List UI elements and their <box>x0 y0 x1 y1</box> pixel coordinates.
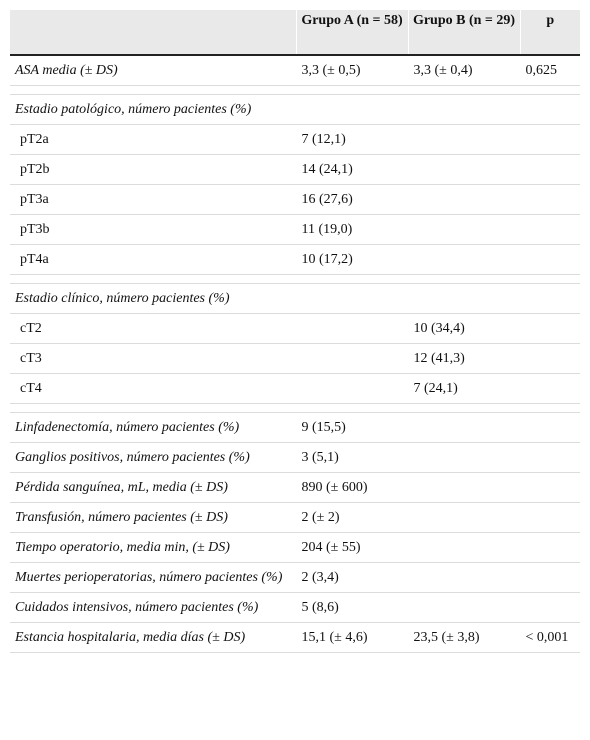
cell-grupo-a: 2 (3,4) <box>296 563 408 593</box>
cell-grupo-b <box>408 473 520 503</box>
spacer-row <box>10 275 580 284</box>
table-row <box>10 314 580 344</box>
table-row <box>10 344 580 374</box>
cell-p <box>520 155 580 185</box>
table-row <box>10 413 580 443</box>
section-row <box>10 95 580 125</box>
cell-grupo-b <box>408 125 520 155</box>
cell-grupo-b: 7 (24,1) <box>408 374 520 404</box>
cell-grupo-b <box>408 215 520 245</box>
cell-grupo-b <box>408 593 520 623</box>
row-label: pT2b <box>10 155 296 185</box>
row-label: cT3 <box>10 344 296 374</box>
header-grupo-a: Grupo A (n = 58) <box>296 10 408 55</box>
cell-grupo-b <box>408 413 520 443</box>
cell-p <box>520 593 580 623</box>
row-label: ASA media (± DS) <box>10 55 296 86</box>
header-row <box>10 10 580 55</box>
header-p: p <box>520 10 580 55</box>
table-row <box>10 185 580 215</box>
cell-grupo-a: 15,1 (± 4,6) <box>296 623 408 653</box>
cell-p <box>520 185 580 215</box>
cell-grupo-a: 16 (27,6) <box>296 185 408 215</box>
cell-grupo-b: 3,3 (± 0,4) <box>408 55 520 86</box>
table-row <box>10 245 580 275</box>
table-row <box>10 215 580 245</box>
cell-p <box>520 473 580 503</box>
cell-p: < 0,001 <box>520 623 580 653</box>
row-label: Muertes perioperatorias, número pacientes (%) <box>10 563 296 593</box>
spacer-row <box>10 86 580 95</box>
cell-p <box>520 533 580 563</box>
cell-grupo-a: 5 (8,6) <box>296 593 408 623</box>
table-row <box>10 533 580 563</box>
cell-grupo-a: 9 (15,5) <box>296 413 408 443</box>
cell-p <box>520 563 580 593</box>
cell-grupo-a: 2 (± 2) <box>296 503 408 533</box>
row-label: Cuidados intensivos, número pacientes (%) <box>10 593 296 623</box>
cell-grupo-b <box>408 443 520 473</box>
cell-grupo-b <box>408 563 520 593</box>
header-grupo-b: Grupo B (n = 29) <box>408 10 520 55</box>
table-row <box>10 125 580 155</box>
results-table-container <box>10 10 580 653</box>
cell-grupo-b <box>408 245 520 275</box>
cell-grupo-b: 12 (41,3) <box>408 344 520 374</box>
section-label: Estadio patológico, número pacientes (%) <box>10 95 580 125</box>
cell-grupo-a: 3 (5,1) <box>296 443 408 473</box>
table-row <box>10 55 580 86</box>
cell-grupo-a <box>296 314 408 344</box>
cell-grupo-b: 23,5 (± 3,8) <box>408 623 520 653</box>
row-label: Ganglios positivos, número pacientes (%) <box>10 443 296 473</box>
spacer-row <box>10 404 580 413</box>
cell-grupo-b <box>408 533 520 563</box>
row-label: pT3a <box>10 185 296 215</box>
cell-grupo-a: 7 (12,1) <box>296 125 408 155</box>
cell-grupo-a <box>296 374 408 404</box>
cell-grupo-b <box>408 185 520 215</box>
table-row <box>10 563 580 593</box>
row-label: Estancia hospitalaria, media días (± DS) <box>10 623 296 653</box>
row-label: Tiempo operatorio, media min, (± DS) <box>10 533 296 563</box>
table-row <box>10 155 580 185</box>
table-row <box>10 593 580 623</box>
cell-grupo-b <box>408 503 520 533</box>
cell-grupo-b: 10 (34,4) <box>408 314 520 344</box>
cell-grupo-a: 204 (± 55) <box>296 533 408 563</box>
cell-p <box>520 443 580 473</box>
cell-p <box>520 245 580 275</box>
row-label: Transfusión, número pacientes (± DS) <box>10 503 296 533</box>
results-table <box>10 10 580 653</box>
table-row <box>10 374 580 404</box>
table-row <box>10 473 580 503</box>
section-label: Estadio clínico, número pacientes (%) <box>10 284 580 314</box>
cell-grupo-a <box>296 344 408 374</box>
row-label: cT4 <box>10 374 296 404</box>
cell-grupo-a: 10 (17,2) <box>296 245 408 275</box>
cell-grupo-a: 3,3 (± 0,5) <box>296 55 408 86</box>
header-empty <box>10 10 296 55</box>
cell-p <box>520 215 580 245</box>
row-label: cT2 <box>10 314 296 344</box>
cell-grupo-a: 14 (24,1) <box>296 155 408 185</box>
table-row <box>10 623 580 653</box>
cell-p <box>520 374 580 404</box>
table-row <box>10 503 580 533</box>
table-row <box>10 443 580 473</box>
row-label: pT4a <box>10 245 296 275</box>
cell-p <box>520 314 580 344</box>
cell-p <box>520 503 580 533</box>
row-label: Pérdida sanguínea, mL, media (± DS) <box>10 473 296 503</box>
row-label: pT2a <box>10 125 296 155</box>
row-label: Linfadenectomía, número pacientes (%) <box>10 413 296 443</box>
section-row <box>10 284 580 314</box>
cell-grupo-a: 11 (19,0) <box>296 215 408 245</box>
cell-grupo-b <box>408 155 520 185</box>
cell-p <box>520 125 580 155</box>
cell-p <box>520 413 580 443</box>
cell-p <box>520 344 580 374</box>
cell-p: 0,625 <box>520 55 580 86</box>
cell-grupo-a: 890 (± 600) <box>296 473 408 503</box>
row-label: pT3b <box>10 215 296 245</box>
